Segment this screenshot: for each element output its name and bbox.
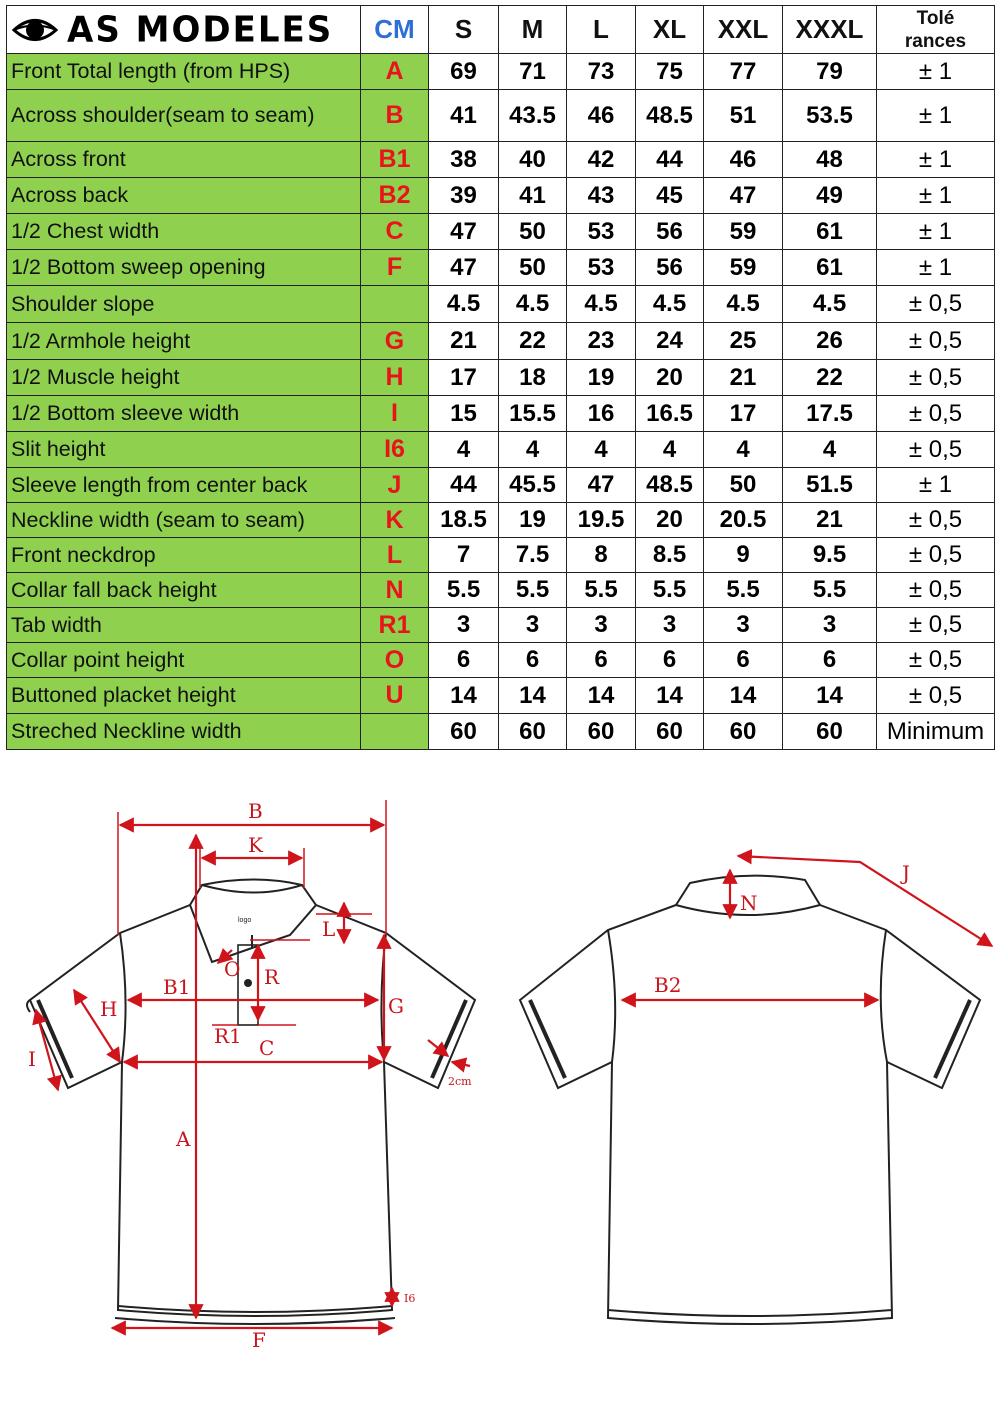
measurement-label: Collar point height xyxy=(7,643,361,678)
measurement-value: 3 xyxy=(783,608,877,643)
table-row xyxy=(7,714,995,750)
measurement-code: U xyxy=(361,678,429,714)
measurement-value: 25 xyxy=(704,323,783,360)
measurement-label: Sleeve length from center back xyxy=(7,468,361,503)
measurement-value: 14 xyxy=(704,678,783,714)
label-r1: R1 xyxy=(214,1024,242,1048)
measurement-value: 61 xyxy=(783,250,877,286)
measurement-value: 46 xyxy=(567,90,636,142)
tolerance-value: ± 1 xyxy=(877,90,995,142)
tolerance-value: ± 1 xyxy=(877,54,995,90)
table-row xyxy=(7,54,995,90)
measurement-value: 16.5 xyxy=(636,396,704,432)
measurement-value: 9.5 xyxy=(783,538,877,573)
measurement-code: J xyxy=(361,468,429,503)
measurement-value: 42 xyxy=(567,142,636,178)
table-row xyxy=(7,214,995,250)
measurement-value: 5.5 xyxy=(704,573,783,608)
tolerance-value: ± 0,5 xyxy=(877,503,995,538)
measurement-code: H xyxy=(361,360,429,396)
size-header-xl: XL xyxy=(636,6,704,54)
measurement-value: 21 xyxy=(429,323,499,360)
tolerance-value: ± 0,5 xyxy=(877,396,995,432)
measurement-value: 4 xyxy=(567,432,636,468)
measurement-value: 61 xyxy=(783,214,877,250)
measurement-label: Streched Neckline width xyxy=(7,714,361,750)
measurement-value: 6 xyxy=(636,643,704,678)
measurement-value: 14 xyxy=(499,678,567,714)
size-header-xxl: XXL xyxy=(704,6,783,54)
tolerance-value: ± 0,5 xyxy=(877,573,995,608)
eye-logo-icon xyxy=(11,13,59,47)
measurement-value: 6 xyxy=(704,643,783,678)
measurement-value: 20 xyxy=(636,503,704,538)
measurement-value: 26 xyxy=(783,323,877,360)
front-shirt-drawing xyxy=(27,880,475,1325)
measurement-value: 14 xyxy=(567,678,636,714)
measurement-value: 22 xyxy=(499,323,567,360)
measurement-value: 73 xyxy=(567,54,636,90)
measurement-value: 3 xyxy=(567,608,636,643)
table-row xyxy=(7,360,995,396)
measurement-value: 8 xyxy=(567,538,636,573)
measurement-value: 4.5 xyxy=(783,286,877,323)
measurement-value: 60 xyxy=(783,714,877,750)
measurement-code: F xyxy=(361,250,429,286)
tolerance-value: ± 0,5 xyxy=(877,608,995,643)
measurement-value: 6 xyxy=(499,643,567,678)
measurement-value: 22 xyxy=(783,360,877,396)
measurement-label: 1/2 Armhole height xyxy=(7,323,361,360)
measurement-value: 48.5 xyxy=(636,468,704,503)
table-row xyxy=(7,468,995,503)
measurement-code: R1 xyxy=(361,608,429,643)
measurement-value: 3 xyxy=(429,608,499,643)
measurement-value: 5.5 xyxy=(783,573,877,608)
unit-header: CM xyxy=(361,6,429,54)
measurement-label: Shoulder slope xyxy=(7,286,361,323)
table-row xyxy=(7,323,995,360)
measurement-label: Buttoned placket height xyxy=(7,678,361,714)
measurement-value: 41 xyxy=(499,178,567,214)
tolerance-value: ± 0,5 xyxy=(877,286,995,323)
measurement-label: Slit height xyxy=(7,432,361,468)
measurement-value: 20 xyxy=(636,360,704,396)
measurement-value: 59 xyxy=(704,214,783,250)
measurement-value: 50 xyxy=(499,250,567,286)
measurement-value: 17 xyxy=(704,396,783,432)
tolerance-header-line1: Tolé xyxy=(916,7,955,29)
measurement-code xyxy=(361,714,429,750)
measurement-value: 16 xyxy=(567,396,636,432)
measurement-value: 51 xyxy=(704,90,783,142)
measurement-label: 1/2 Chest width xyxy=(7,214,361,250)
measurement-label: Collar fall back height xyxy=(7,573,361,608)
tolerance-value: ± 1 xyxy=(877,250,995,286)
polo-shirt-measurement-diagram xyxy=(0,770,1000,1400)
measurement-code: C xyxy=(361,214,429,250)
measurement-code: G xyxy=(361,323,429,360)
measurement-label: Neckline width (seam to seam) xyxy=(7,503,361,538)
tolerance-header-line2: rances xyxy=(904,30,967,52)
table-header-row xyxy=(7,6,995,54)
measurement-value: 43 xyxy=(567,178,636,214)
table-row xyxy=(7,432,995,468)
measurement-value: 4.5 xyxy=(499,286,567,323)
measurement-value: 40 xyxy=(499,142,567,178)
tolerance-value: ± 1 xyxy=(877,214,995,250)
measurement-value: 4.5 xyxy=(429,286,499,323)
tolerance-value: ± 0,5 xyxy=(877,643,995,678)
measurement-value: 45 xyxy=(636,178,704,214)
tolerance-value: ± 1 xyxy=(877,468,995,503)
measurement-value: 18 xyxy=(499,360,567,396)
measurement-value: 47 xyxy=(704,178,783,214)
measurement-value: 5.5 xyxy=(567,573,636,608)
measurement-code: I6 xyxy=(361,432,429,468)
measurement-value: 4 xyxy=(499,432,567,468)
measurement-value: 60 xyxy=(636,714,704,750)
label-g: G xyxy=(388,994,404,1018)
measurement-value: 46 xyxy=(704,142,783,178)
label-b: B xyxy=(248,799,263,823)
tolerance-value: ± 1 xyxy=(877,178,995,214)
measurement-code: N xyxy=(361,573,429,608)
measurement-value: 3 xyxy=(499,608,567,643)
measurement-value: 5.5 xyxy=(429,573,499,608)
measurement-value: 44 xyxy=(636,142,704,178)
measurement-value: 48 xyxy=(783,142,877,178)
label-h: H xyxy=(100,997,118,1021)
label-i6: I6 xyxy=(404,1292,416,1305)
measurement-value: 47 xyxy=(567,468,636,503)
measurement-value: 4 xyxy=(429,432,499,468)
measurement-value: 50 xyxy=(499,214,567,250)
measurement-value: 71 xyxy=(499,54,567,90)
measurement-value: 77 xyxy=(704,54,783,90)
table-row xyxy=(7,396,995,432)
measurement-value: 15.5 xyxy=(499,396,567,432)
measurement-value: 20.5 xyxy=(704,503,783,538)
tolerance-header xyxy=(877,6,995,54)
label-a: A xyxy=(176,1127,191,1151)
measurement-value: 60 xyxy=(499,714,567,750)
measurement-code: I xyxy=(361,396,429,432)
label-c: C xyxy=(259,1036,275,1060)
measurement-value: 14 xyxy=(783,678,877,714)
measurement-value: 3 xyxy=(636,608,704,643)
size-header-xxxl: XXXL xyxy=(783,6,877,54)
measurement-label: 1/2 Bottom sleeve width xyxy=(7,396,361,432)
measurement-value: 51.5 xyxy=(783,468,877,503)
label-b1: B1 xyxy=(163,975,191,999)
measurement-value: 18.5 xyxy=(429,503,499,538)
measurement-value: 53 xyxy=(567,250,636,286)
measurement-label: Tab width xyxy=(7,608,361,643)
measurement-label: Across shoulder(seam to seam) xyxy=(7,90,361,142)
size-header-m: M xyxy=(499,6,567,54)
measurement-value: 38 xyxy=(429,142,499,178)
tolerance-value: ± 0,5 xyxy=(877,323,995,360)
table-row xyxy=(7,503,995,538)
label-r: R xyxy=(264,965,280,989)
measurement-value: 49 xyxy=(783,178,877,214)
measurement-code: B1 xyxy=(361,142,429,178)
measurement-value: 19 xyxy=(567,360,636,396)
table-row xyxy=(7,250,995,286)
table-row xyxy=(7,643,995,678)
table-body xyxy=(7,54,995,750)
measurement-label: Across back xyxy=(7,178,361,214)
table-row xyxy=(7,573,995,608)
measurement-code xyxy=(361,286,429,323)
back-measurement-labels xyxy=(654,861,910,997)
measurement-value: 60 xyxy=(567,714,636,750)
measurement-value: 17 xyxy=(429,360,499,396)
measurement-value: 53 xyxy=(567,214,636,250)
brand-name: AS MODELES xyxy=(67,8,334,51)
table-row xyxy=(7,90,995,142)
measurement-value: 23 xyxy=(567,323,636,360)
measurement-value: 4 xyxy=(783,432,877,468)
table-row xyxy=(7,178,995,214)
measurement-value: 60 xyxy=(429,714,499,750)
measurement-code: B2 xyxy=(361,178,429,214)
label-n: N xyxy=(740,891,758,915)
measurement-value: 59 xyxy=(704,250,783,286)
measurement-value: 21 xyxy=(704,360,783,396)
measurement-value: 7 xyxy=(429,538,499,573)
measurement-value: 60 xyxy=(704,714,783,750)
measurement-value: 7.5 xyxy=(499,538,567,573)
brand-header-cell xyxy=(7,6,361,54)
size-header-l: L xyxy=(567,6,636,54)
measurement-value: 47 xyxy=(429,214,499,250)
measurement-value: 56 xyxy=(636,214,704,250)
measurement-label: 1/2 Bottom sweep opening xyxy=(7,250,361,286)
measurement-value: 43.5 xyxy=(499,90,567,142)
measurement-label: Front neckdrop xyxy=(7,538,361,573)
measurement-code: K xyxy=(361,503,429,538)
size-header-s: S xyxy=(429,6,499,54)
measurement-value: 9 xyxy=(704,538,783,573)
measurement-value: 44 xyxy=(429,468,499,503)
svg-text:logo: logo xyxy=(238,917,252,924)
tolerance-value: ± 0,5 xyxy=(877,432,995,468)
measurement-value: 4.5 xyxy=(567,286,636,323)
measurement-value: 17.5 xyxy=(783,396,877,432)
measurement-value: 45.5 xyxy=(499,468,567,503)
measurement-value: 6 xyxy=(429,643,499,678)
measurement-label: Front Total length (from HPS) xyxy=(7,54,361,90)
measurement-value: 50 xyxy=(704,468,783,503)
back-shirt-drawing xyxy=(520,876,980,1324)
table-row xyxy=(7,608,995,643)
measurement-value: 4.5 xyxy=(636,286,704,323)
measurement-value: 47 xyxy=(429,250,499,286)
measurement-value: 41 xyxy=(429,90,499,142)
label-j: J xyxy=(902,861,911,885)
measurement-value: 75 xyxy=(636,54,704,90)
measurement-value: 15 xyxy=(429,396,499,432)
tolerance-value: ± 1 xyxy=(877,142,995,178)
table-row xyxy=(7,678,995,714)
measurement-code: L xyxy=(361,538,429,573)
table-row xyxy=(7,142,995,178)
measurement-code: B xyxy=(361,90,429,142)
measurement-value: 6 xyxy=(783,643,877,678)
measurement-value: 79 xyxy=(783,54,877,90)
tolerance-value: ± 0,5 xyxy=(877,360,995,396)
measurement-value: 5.5 xyxy=(499,573,567,608)
measurement-label: 1/2 Muscle height xyxy=(7,360,361,396)
measurement-label: Across front xyxy=(7,142,361,178)
measurement-value: 19 xyxy=(499,503,567,538)
measurement-value: 14 xyxy=(429,678,499,714)
label-l: L xyxy=(322,917,336,941)
measurement-value: 48.5 xyxy=(636,90,704,142)
measurement-value: 19.5 xyxy=(567,503,636,538)
label-b2: B2 xyxy=(654,973,682,997)
label-i: I xyxy=(28,1047,36,1071)
measurement-value: 14 xyxy=(636,678,704,714)
measurement-value: 6 xyxy=(567,643,636,678)
label-f: F xyxy=(252,1328,266,1352)
label-slit-note: 2cm xyxy=(448,1075,472,1088)
measurement-value: 4 xyxy=(636,432,704,468)
measurement-code: O xyxy=(361,643,429,678)
measurement-value: 21 xyxy=(783,503,877,538)
measurement-value: 4 xyxy=(704,432,783,468)
label-o: O xyxy=(224,957,241,981)
measurement-value: 4.5 xyxy=(704,286,783,323)
measurement-value: 5.5 xyxy=(636,573,704,608)
measurement-value: 8.5 xyxy=(636,538,704,573)
size-chart-table xyxy=(6,5,995,750)
label-k: K xyxy=(248,833,263,857)
measurement-value: 56 xyxy=(636,250,704,286)
tolerance-value: ± 0,5 xyxy=(877,678,995,714)
measurement-value: 3 xyxy=(704,608,783,643)
tolerance-value: ± 0,5 xyxy=(877,538,995,573)
measurement-code: A xyxy=(361,54,429,90)
measurement-value: 24 xyxy=(636,323,704,360)
table-row xyxy=(7,538,995,573)
tolerance-value: Minimum xyxy=(877,714,995,750)
measurement-value: 53.5 xyxy=(783,90,877,142)
table-row xyxy=(7,286,995,323)
measurement-value: 39 xyxy=(429,178,499,214)
measurement-value: 69 xyxy=(429,54,499,90)
